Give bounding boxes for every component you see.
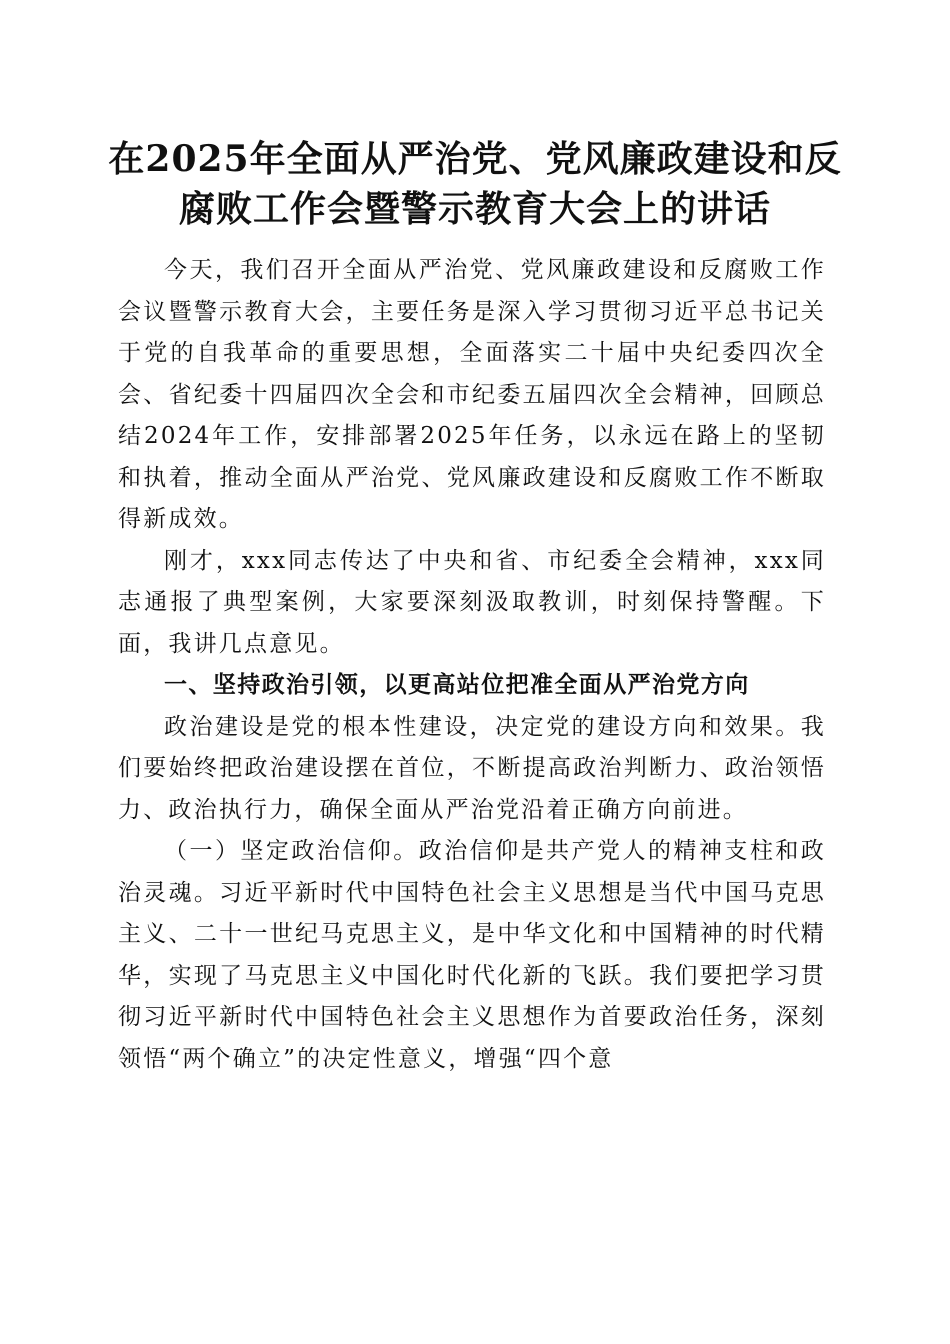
title-line-2: 腐败工作会暨警示教育大会上的讲话 — [178, 188, 771, 230]
section-heading-1: 一、坚持政治引领，以更高站位把准全面从严治党方向 — [164, 672, 750, 698]
paragraph-remarks: 刚才，xxx同志传达了中央和省、市纪委全会精神，xxx同志通报了典型案例，大家要深刻汲取教训，时刻保持警醒。下面，我讲几点意见。 — [118, 547, 826, 657]
paragraph-political-construction: 政治建设是党的根本性建设，决定党的建设方向和效果。我们要始终把政治建设摆在首位，不断提高政治判断力、政治领悟力、政治执行力，确保全面从严治党沿着正确方向前进。 — [118, 713, 826, 823]
document-title — [100, 134, 850, 234]
title-line-1: 在2025年全面从严治党、党风廉政建设和反 — [108, 138, 842, 180]
paragraph-intro: 今天，我们召开全面从严治党、党风廉政建设和反腐败工作会议暨警示教育大会，主要任务是深入学习贯彻习近平总书记关于党的自我革命的重要思想，全面落实二十届中央纪委四次全会、省纪委十四届四次全会和市纪委五届四次全会精神，回顾总结2024年工作，安排部署2025年任务，以永远在路上的坚韧和执着，推动全面从严治党、党风廉政建设和反腐败工作不断取得新成效。 — [118, 257, 826, 532]
paragraph-political-belief: （一）坚定政治信仰。政治信仰是共产党人的精神支柱和政治灵魂。习近平新时代中国特色社会主义思想是当代中国马克思主义、二十一世纪马克思主义，是中华文化和中国精神的时代精华，实现了马克思主义中国化时代化新的飞跃。我们要把学习贯彻习近平新时代中国特色社会主义思想作为首要政治任务，深刻领悟“两个确立”的决定性意义，增强“四个意 — [118, 838, 826, 1072]
document-body — [118, 250, 826, 1080]
